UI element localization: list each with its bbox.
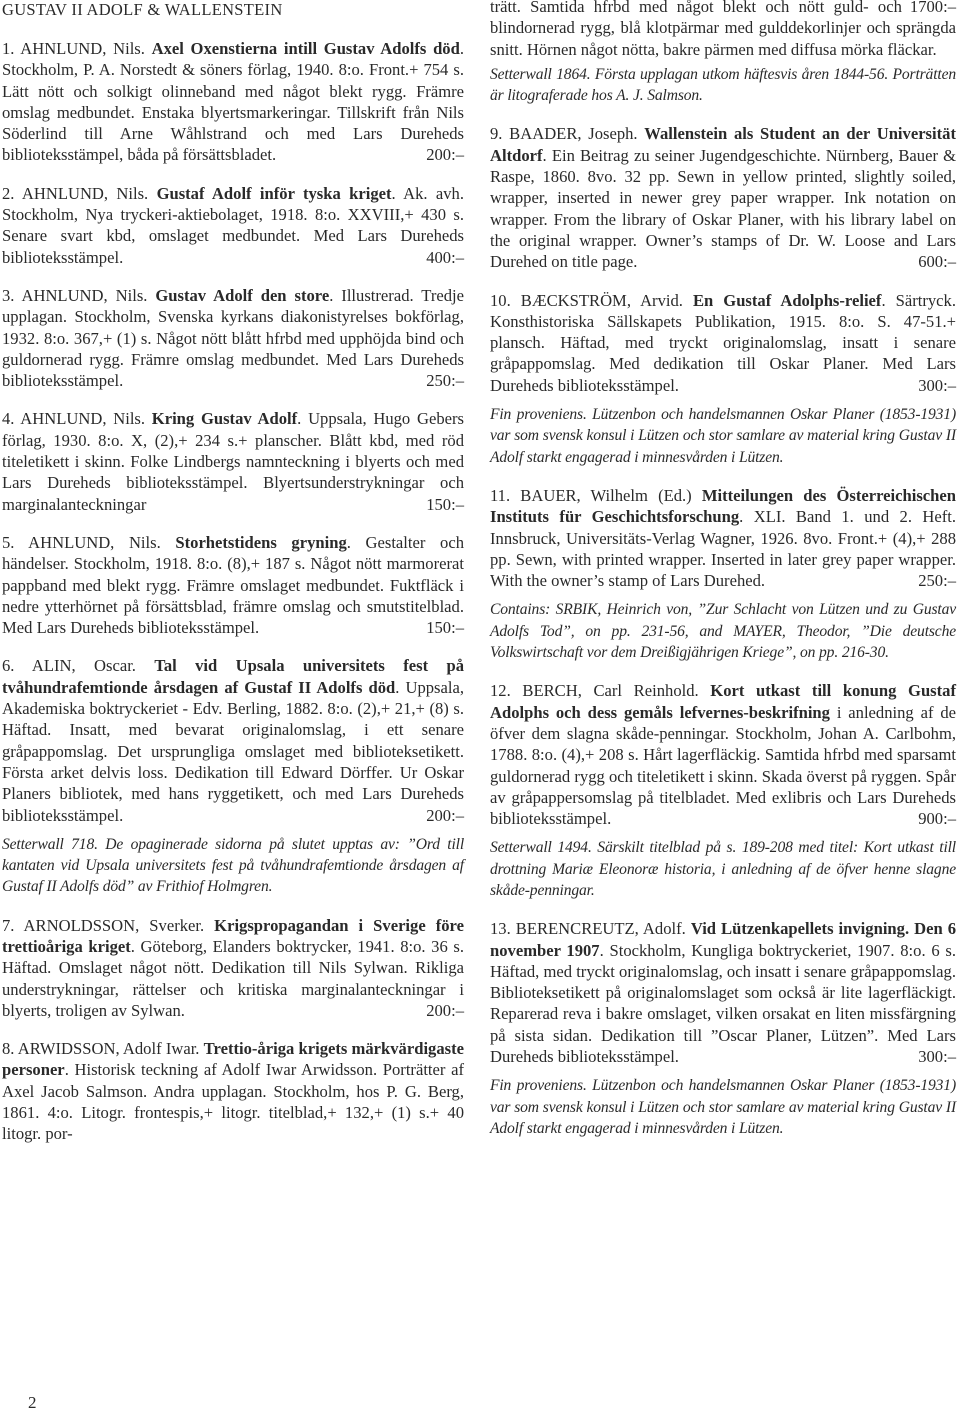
catalogue-entry <box>490 123 956 272</box>
entry-title: Wallenstein als Student an der Universität Altdorf <box>490 124 956 165</box>
page-number: 2 <box>28 1393 37 1412</box>
right-column <box>490 0 956 1156</box>
entry-title: Storhetstidens gryning <box>175 532 347 552</box>
entry-body: . Gestalter och händelser. Stockholm, 1918. 8:o. (8),+ 187 s. Något nött marmorerat pappband med blekt rygg. Främre omslaget medbundet. Fuktfläck i nedre ytterhörnet på försättsblad, främre omslag och smutstitelblad. Med Lars Dureheds biblioteksstämpel. <box>2 532 464 638</box>
entry-body: . Ein Beitrag zu seiner Jugendgeschichte. Nürnberg, Bauer & Raspe, 1860. 8vo. 32 pp. Sewn in yellow printed, slightly soiled, wrapper, inserted in newer grey paper wrapper. Ink notation on wrapper. From the library of Oskar Planer, with his library label on the original wrapper. Owner’s stamps of Dr. W. Loose and Lars Durehed on title page. <box>490 145 956 272</box>
entry-author: 4. AHNLUND, Nils. <box>2 409 152 429</box>
entry-body: . Illustrerad. Tredje upplagan. Stockholm, Svenska kyrkans diakonistyrelses bokförlag, 1932. 8:o. 367,+ (1) s. Något nött blått hfrbd med upphöjda bind och guldornerad rygg. Främre omslag medbundet. Med Lars Dureheds biblioteksstämpel. <box>2 285 465 391</box>
entry-author: 3. AHNLUND, Nils. <box>2 285 156 305</box>
catalogue-entry <box>2 655 464 825</box>
price: 250:– <box>918 571 956 591</box>
entry-body: . Historisk teckning af Adolf Iwar Arwidsson. Porträtter af Axel Jacob Salmson. Andra upplagan. Stockholm, hos P. G. Berg, 1861. 4:o. Litogr. frontespis,+ litogr. titelblad,+ 132,+ (1) s.+ 40 litogr. por- <box>2 1060 464 1144</box>
price: 200:– <box>426 145 464 165</box>
right-entries <box>490 123 956 1139</box>
entry-author: 7. ARNOLDSSON, Sverker. <box>2 915 215 935</box>
entry-body: . Särtryck. Konsthistoriska Sällskapets Publikation, 1915. 8:o. S. 47-51.+ plansch. Häftad, med tryckt originalomslag, insatt i senare gråpappomslag. Med dedikation till Oskar Planer. Med Lars Dureheds biblioteksstämpel. <box>490 290 956 395</box>
price: 250:– <box>426 371 464 391</box>
bibliographic-note: Setterwall 718. De opaginerade sidorna på slutet upptas av: ”Ord till kantaten vid Upsala universitets fest på tvåhundrafemtionde årsdagen af Gustaf II Adolfs död” av Frithiof Holmgren. <box>2 835 464 896</box>
price: 600:– <box>918 252 956 272</box>
entry-title: Gustav Adolf den store <box>155 285 330 305</box>
entry-body: . Uppsala, Akademiska boktryckeriet - Edv. Berling, 1882. 8:o. (2),+ 21,+ (8) s. Häftad. Insatt, med bevarat originalomslag, i ett senare gråpappomslag. Det ursprungliga omslaget med biblioteksetikett. Första arket delvis loss. Dedikation till Edward Dörffer. Ur Oskar Planers bibliotek, med hans ryggetikett, och med Lars Dureheds biblioteksstämpel. <box>2 677 464 825</box>
catalogue-entry <box>2 285 464 391</box>
price: 1700:– <box>909 0 956 16</box>
catalogue-entry <box>490 290 956 396</box>
price: 400:– <box>426 247 464 267</box>
price: 300:– <box>918 375 956 395</box>
entry-body: . Ak. avh. Stockholm, Nya tryckeri-aktiebolaget, 1918. 8:o. XXVIII,+ 430 s. Senare svart kbd, omslaget medbundet. Med Lars Dureheds biblioteksstämpel. <box>2 183 464 267</box>
left-column <box>2 38 464 1162</box>
bibliographic-note: Contains: SRBIK, Heinrich von, ”Zur Schlacht von Lützen und zu Gustav Adolfs Tod”, on pp. 231-56, and MAYER, Theodor, ”Die deutsche Volkswirtschaft vor dem Dreißigjährigen Kriege”, on pp. 216-30. <box>490 601 956 662</box>
entry-title: Kort utkast till konung Gustaf Adolphs och dess gemåls lefvernes-beskrifning <box>490 681 956 722</box>
entry-body: . Göteborg, Elanders boktrycker, 1941. 8:o. 36 s. Häftad. Omslaget något nött. Dedikation till Nils Sylwan. Rikliga understrykningar, rättelser och kritiska marginalanteckningar i blyerts, troligen av Sylwan. <box>2 936 464 1020</box>
catalogue-entry <box>490 485 956 591</box>
entry-body: . Uppsala, Hugo Gebers förlag, 1930. 8:o. X, (2),+ 234 s.+ planscher. Blått kbd, med röd titeletikett i skinn. Folke Lindbergs namnteckning i blyerts och med Lars Dureheds biblioteksstämpel. Blyertsunderstrykningar och marginalanteckningar <box>2 409 464 514</box>
price: 900:– <box>918 809 956 829</box>
running-header: GUSTAV II ADOLF & WALLENSTEIN <box>2 0 283 19</box>
catalogue-entry <box>2 38 464 166</box>
entry-author: 8. ARWIDSSON, Adolf Iwar. <box>2 1039 204 1059</box>
price: 150:– <box>426 494 464 514</box>
bibliographic-note: Setterwall 1864. Första upplagan utkom häftesvis åren 1844-56. Porträtten är litograferade hos A. J. Salmson. <box>490 65 956 105</box>
catalogue-entry <box>2 408 464 514</box>
price: 150:– <box>426 618 464 638</box>
catalogue-entry <box>490 918 956 1067</box>
entry-author: 13. BERENCREUTZ, Adolf. <box>490 919 691 939</box>
catalogue-entry <box>2 183 464 268</box>
entry-title: Kring Gustav Adolf <box>151 409 298 429</box>
entry-author: 12. BERCH, Carl Reinhold. <box>490 681 711 701</box>
entry-title: Tal vid Upsala universitets fest på tvåhundrafemtionde årsdagen af Gustaf II Adolfs död <box>2 656 464 697</box>
entry-author: 5. AHNLUND, Nils. <box>2 532 176 552</box>
entry-title: Gustaf Adolf inför tyska kriget <box>156 183 392 203</box>
entry-author: 10. BÆCKSTRÖM, Arvid. <box>490 290 693 310</box>
catalogue-entry <box>2 1038 464 1144</box>
price: 200:– <box>426 805 464 825</box>
continuation-text <box>490 0 956 60</box>
entry-author: 11. BAUER, Wilhelm (Ed.) <box>490 485 702 505</box>
price: 300:– <box>918 1047 956 1067</box>
catalogue-entry <box>2 532 464 638</box>
catalogue-entry <box>2 915 464 1021</box>
bibliographic-note: Fin proveniens. Lützenbon och handelsmannen Oskar Planer (1853-1931) var som svensk konsul i Lützen och stor samlare av material kring Gustav II Adolf starkt engagerad i minnesvården i Lützen. <box>490 406 956 466</box>
bibliographic-note: Setterwall 1494. Särskilt titelblad på s. 189-208 med titel: Kort utkast till drottning Mariæ Eleonoræ historia, i anledning af de öfver henne slagne skåde-penningar. <box>490 839 956 899</box>
entry-title: En Gustaf Adolphs-relief <box>692 290 882 310</box>
entry-title: Mitteilungen des Österreichischen Instituts für Geschichtsforschung <box>490 485 956 527</box>
entry-title: Krigspropagandan i Sverige före trettioåriga kriget <box>2 915 464 956</box>
entry-body: trätt. Samtida hfrbd med något blekt och nött guld- och blindornerad rygg, blå klotpärmar med gulddekorlinjer och sprängda snitt. Hörnen något nötta, bakre pärmen med diffusa mörka fläckar. <box>490 0 956 59</box>
catalogue-entry <box>490 680 956 829</box>
entry-body: . Stockholm, Kungliga boktryckeriet, 1907. 8:o. 6 s. Häftad, med tryckt originalomslag, och insatt i senare gråpappomslag. Biblioteksetikett på originalomslaget som också är lite lagerfläckigt. Reparerad reva i bakre omslaget, vilken orsakat en liten missfärgning på sista sidan. Dedikation till ”Oscar Planer, Lützen”. Med Lars Dureheds biblioteksstämpel. <box>490 940 956 1067</box>
entry-author: 1. AHNLUND, Nils. <box>2 39 152 58</box>
entry-body: i anledning af de öfver dem slagna skåde-penningar. Stockholm, Johan A. Carlbohm, 1788. 8:o. (4),+ 208 s. Hårt lagerfläckig. Samtida hfrbd med sparsamt guldornerad rygg och titeletikett i skinn. Skada överst på ryggen. Spår av gråpappersomslag på titelbladet. Med exlibris och Lars Dureheds biblioteksstämpel. <box>490 702 956 829</box>
entry-title: Axel Oxenstierna intill Gustav Adolfs död <box>151 39 460 58</box>
entry-body: . Stockholm, P. A. Norstedt & söners förlag, 1940. 8:o. Front.+ 754 s. Lätt nött och solkigt olinneband med något blekt rygg. Främre omslag medbundet. Enstaka blyertsmarkeringar. Tillskrift från Nils Söderlind till Arne Wåhlstrand och med Lars Dureheds biblioteksstämpel, båda på försättsbladet. <box>2 39 464 165</box>
entry-title: Vid Lützenkapellets invigning. Den 6 november 1907 <box>490 919 957 960</box>
entry-author: 6. ALIN, Oscar. <box>2 656 155 676</box>
price: 200:– <box>426 1000 464 1020</box>
entry-author: 9. BAADER, Joseph. <box>490 124 645 144</box>
entry-body: . XLI. Band 1. und 2. Heft. Innsbruck, Universitäts-Verlag Wagner, 1926. 8vo. Front.+ (4),+ 288 pp. Sewn, with printed wrapper. Inserted in later grey paper wrapper. With the owner’s stamp of Lars Durehed. <box>490 507 957 591</box>
entry-author: 2. AHNLUND, Nils. <box>2 183 157 203</box>
bibliographic-note: Fin proveniens. Lützenbon och handelsmannen Oskar Planer (1853-1931) var som svensk konsul i Lützen och stor samlare av material kring Gustav II Adolf starkt engagerad i minnesvården i Lützen. <box>490 1077 956 1137</box>
entry-title: Trettio-åriga krigets märkvärdigaste personer <box>2 1039 465 1080</box>
